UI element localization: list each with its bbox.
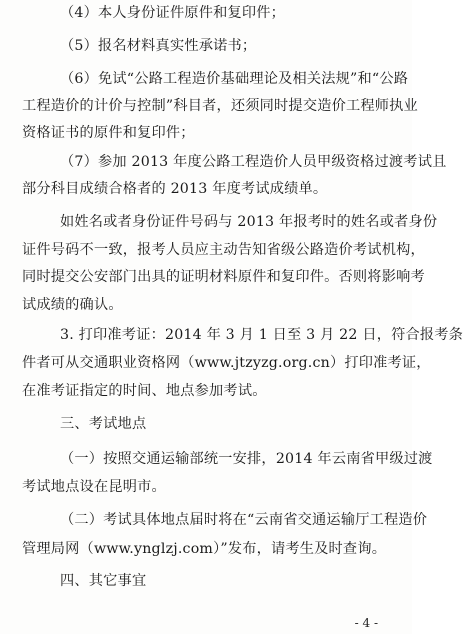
text-line-para-1-cont-1: 证件号码不一致，报考人员应主动告知省级公路造价考试机构， xyxy=(22,242,425,258)
text-line-print-admission-cont-1: 件者可从交通职业资格网（www.jtzyzg.org.cn）打印准考证， xyxy=(22,355,431,371)
text-line-item-6-cont-2: 资格证书的原件和复印件； xyxy=(22,125,195,141)
text-line-location-1: （一）按照交通运输部统一安排，2014 年云南省甲级过渡 xyxy=(60,451,433,467)
text-line-location-2: （二）考试具体地点届时将在“云南省交通运输厅工程造价 xyxy=(60,512,428,528)
text-line-print-admission-cont-2: 在准考证指定的时间、地点参加考试。 xyxy=(22,383,267,399)
text-line-item-6-cont-1: 工程造价的计价与控制”科目者，还须同时提交造价工程师执业 xyxy=(22,98,418,114)
text-line-item-7-cont: 部分科目成绩合格者的 2013 年度考试成绩单。 xyxy=(22,181,328,197)
section-heading-other-matters: 四、其它事宜 xyxy=(60,573,147,589)
text-line-item-7: （7）参加 2013 年度公路工程造价人员甲级资格过渡考试且 xyxy=(60,154,447,170)
page-number: - 4 - xyxy=(354,616,378,630)
text-line-location-1-cont: 考试地点设在昆明市。 xyxy=(22,479,166,495)
text-line-para-1-cont-2: 同时提交公安部门出具的证明材料原件和复印件。否则将影响考 xyxy=(22,269,425,285)
text-line-print-admission: 3. 打印准考证：2014 年 3 月 1 日至 3 月 22 日，符合报考条 xyxy=(60,327,464,343)
text-line-item-4: （4）本人身份证件原件和复印件； xyxy=(60,5,286,21)
text-line-para-1-cont-3: 试成绩的确认。 xyxy=(22,297,123,313)
text-line-item-6: （6）免试“公路工程造价基础理论及相关法规”和“公路 xyxy=(60,71,409,87)
text-line-item-5: （5）报名材料真实性承诺书； xyxy=(60,38,257,54)
text-line-para-1: 如姓名或者身份证件号码与 2013 年报考时的姓名或者身份 xyxy=(60,214,438,230)
section-heading-exam-location: 三、考试地点 xyxy=(60,416,147,432)
text-line-location-2-cont: 管理局网（www.ynglzj.com）”发布，请考生及时查询。 xyxy=(22,541,387,557)
